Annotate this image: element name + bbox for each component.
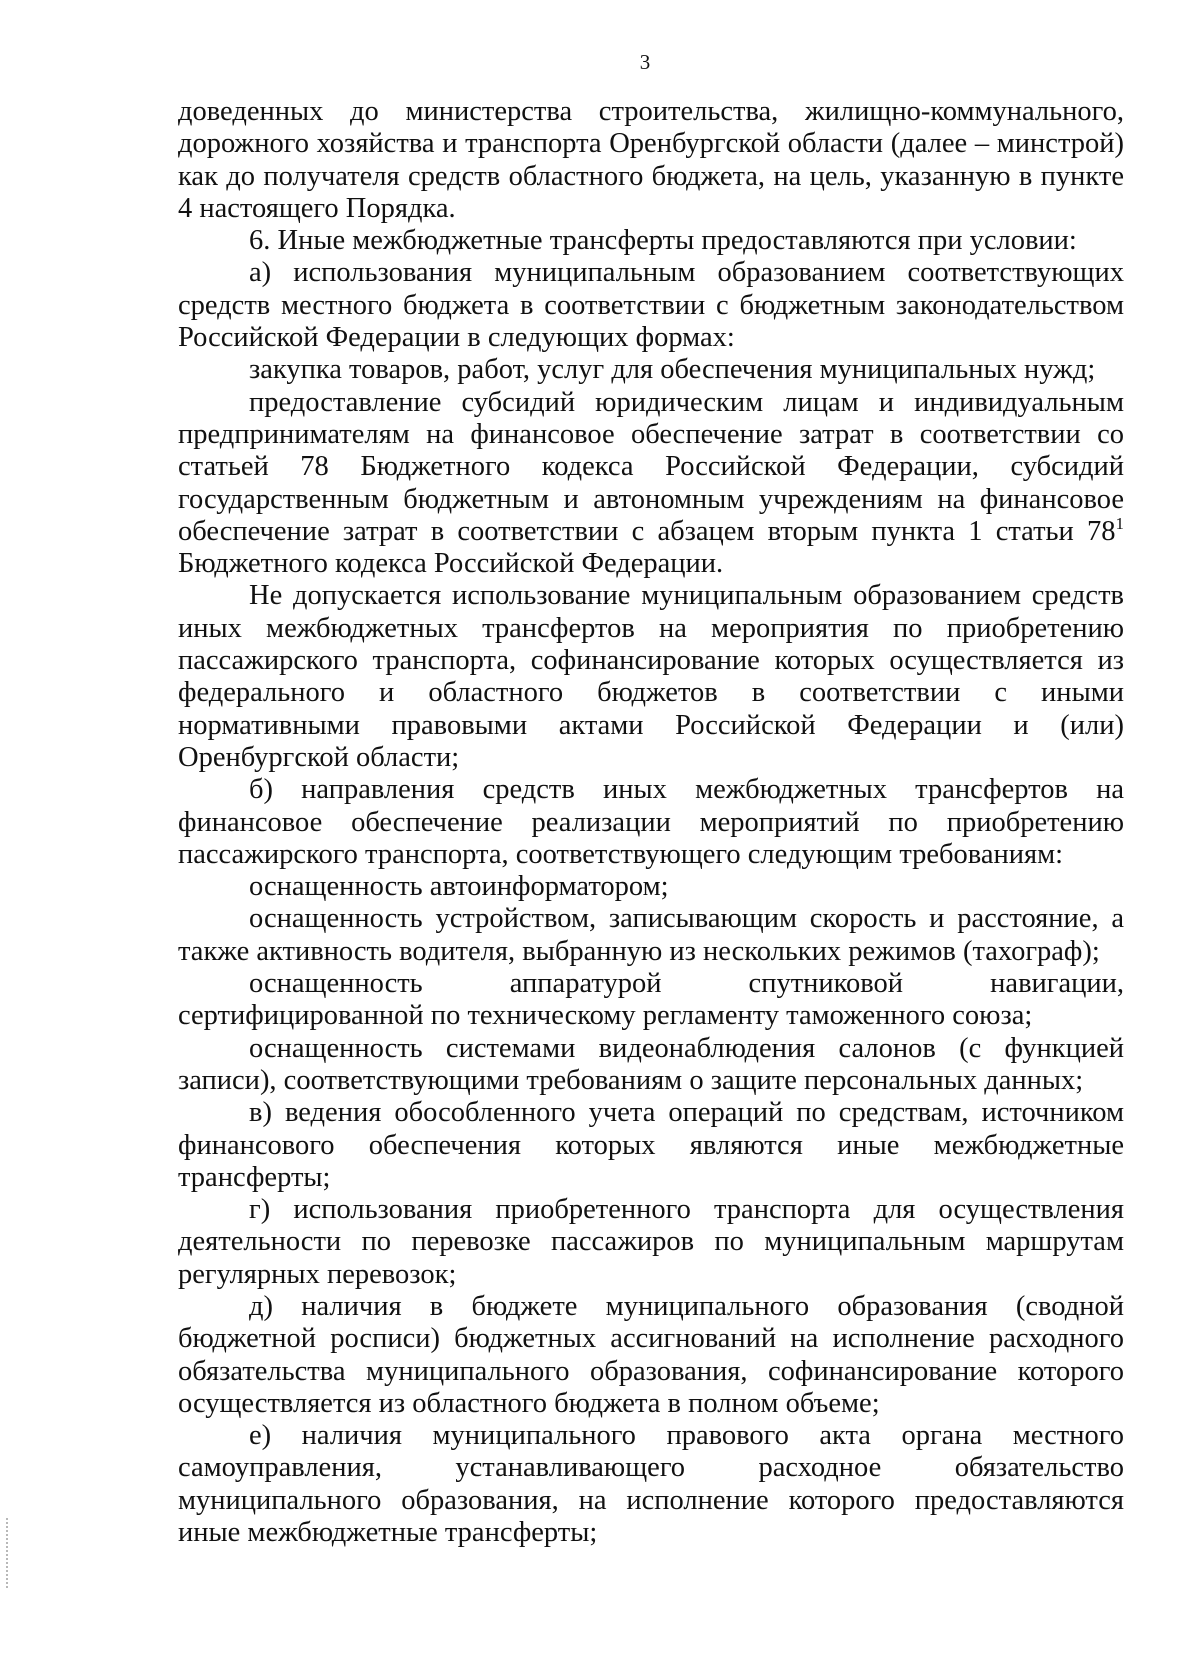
paragraph-condition-g: г) использования приобретенного транспорта для осуществления деятельности по перевозке пассажиров по муниципальным маршрутам регулярных перевозок;	[178, 1194, 1124, 1290]
paragraph-continuation: доведенных до министерства строительства, жилищно-коммунального, дорожного хозяйства и транспорта Оренбургской области (далее – минстрой) как до получателя средств областного бюджета, на цель, указанную в пункте 4 настоящего Порядка.	[178, 96, 1124, 224]
paragraph-video: оснащенность системами видеонаблюдения салонов (с функцией записи), соответствующими требованиям о защите персональных данных;	[178, 1032, 1124, 1096]
paragraph-navigation: оснащенность аппаратурой спутниковой навигации, сертифицированной по техническому регламенту таможенного союза;	[178, 968, 1124, 1032]
paragraph-subsidies	[178, 387, 1124, 581]
scan-edge-mark	[6, 1518, 10, 1588]
paragraph-clause-6: 6. Иные межбюджетные трансферты предоставляются при условии:	[249, 225, 1077, 257]
article-superscript: 1	[1115, 513, 1124, 533]
paragraph-condition-v: в) ведения обособленного учета операций по средствам, источником финансового обеспечения которых являются иные межбюджетные трансферты;	[178, 1097, 1124, 1193]
paragraph-condition-d: д) наличия в бюджете муниципального образования (сводной бюджетной росписи) бюджетных ассигнований на исполнение расходного обязательства муниципального образования, софинансирование которого осуществляется из областного бюджета в полном объеме;	[178, 1290, 1124, 1419]
paragraph-tachograph: оснащенность устройством, записывающим скорость и расстояние, а также активность водителя, выбранную из нескольких режимов (тахограф);	[178, 903, 1124, 967]
paragraph-subsidies-tail: Бюджетного кодекса Российской Федерации.	[178, 548, 724, 580]
document-body	[178, 96, 1124, 1549]
page-number: 3	[639, 50, 651, 74]
paragraph-subsidies-text: предоставление субсидий юридическим лицам и индивидуальным предпринимателям на финансовое обеспечение затрат в соответствии со статьей 78 Бюджетного кодекса Российской Федерации, субсидий государственным бюджетным и автономным учреждениям на финансовое обеспечение затрат в соответствии с абзацем вторым пункта 1 статьи 78	[178, 386, 1124, 547]
paragraph-condition-b: б) направления средств иных межбюджетных трансфертов на финансовое обеспечение реализации мероприятий по приобретению пассажирского транспорта, соответствующего следующим требованиям:	[178, 774, 1124, 870]
paragraph-procurement: закупка товаров, работ, услуг для обеспечения муниципальных нужд;	[249, 354, 1096, 386]
paragraph-autoinformer: оснащенность автоинформатором;	[249, 871, 669, 903]
paragraph-prohibition: Не допускается использование муниципальным образованием средств иных межбюджетных трансфертов на мероприятия по приобретению пассажирского транспорта, софинансирование которых осуществляется из федерального и областного бюджетов в соответствии с иными нормативными правовыми актами Российской Федерации и (или) Оренбургской области;	[178, 580, 1124, 773]
paragraph-condition-e: е) наличия муниципального правового акта органа местного самоуправления, устанавливающего расходное обязательство муниципального образования, на исполнение которого предоставляются иные межбюджетные трансферты;	[178, 1420, 1124, 1549]
paragraph-condition-a: а) использования муниципальным образованием соответствующих средств местного бюджета в соответствии с бюджетным законодательством Российской Федерации в следующих формах:	[178, 257, 1124, 354]
